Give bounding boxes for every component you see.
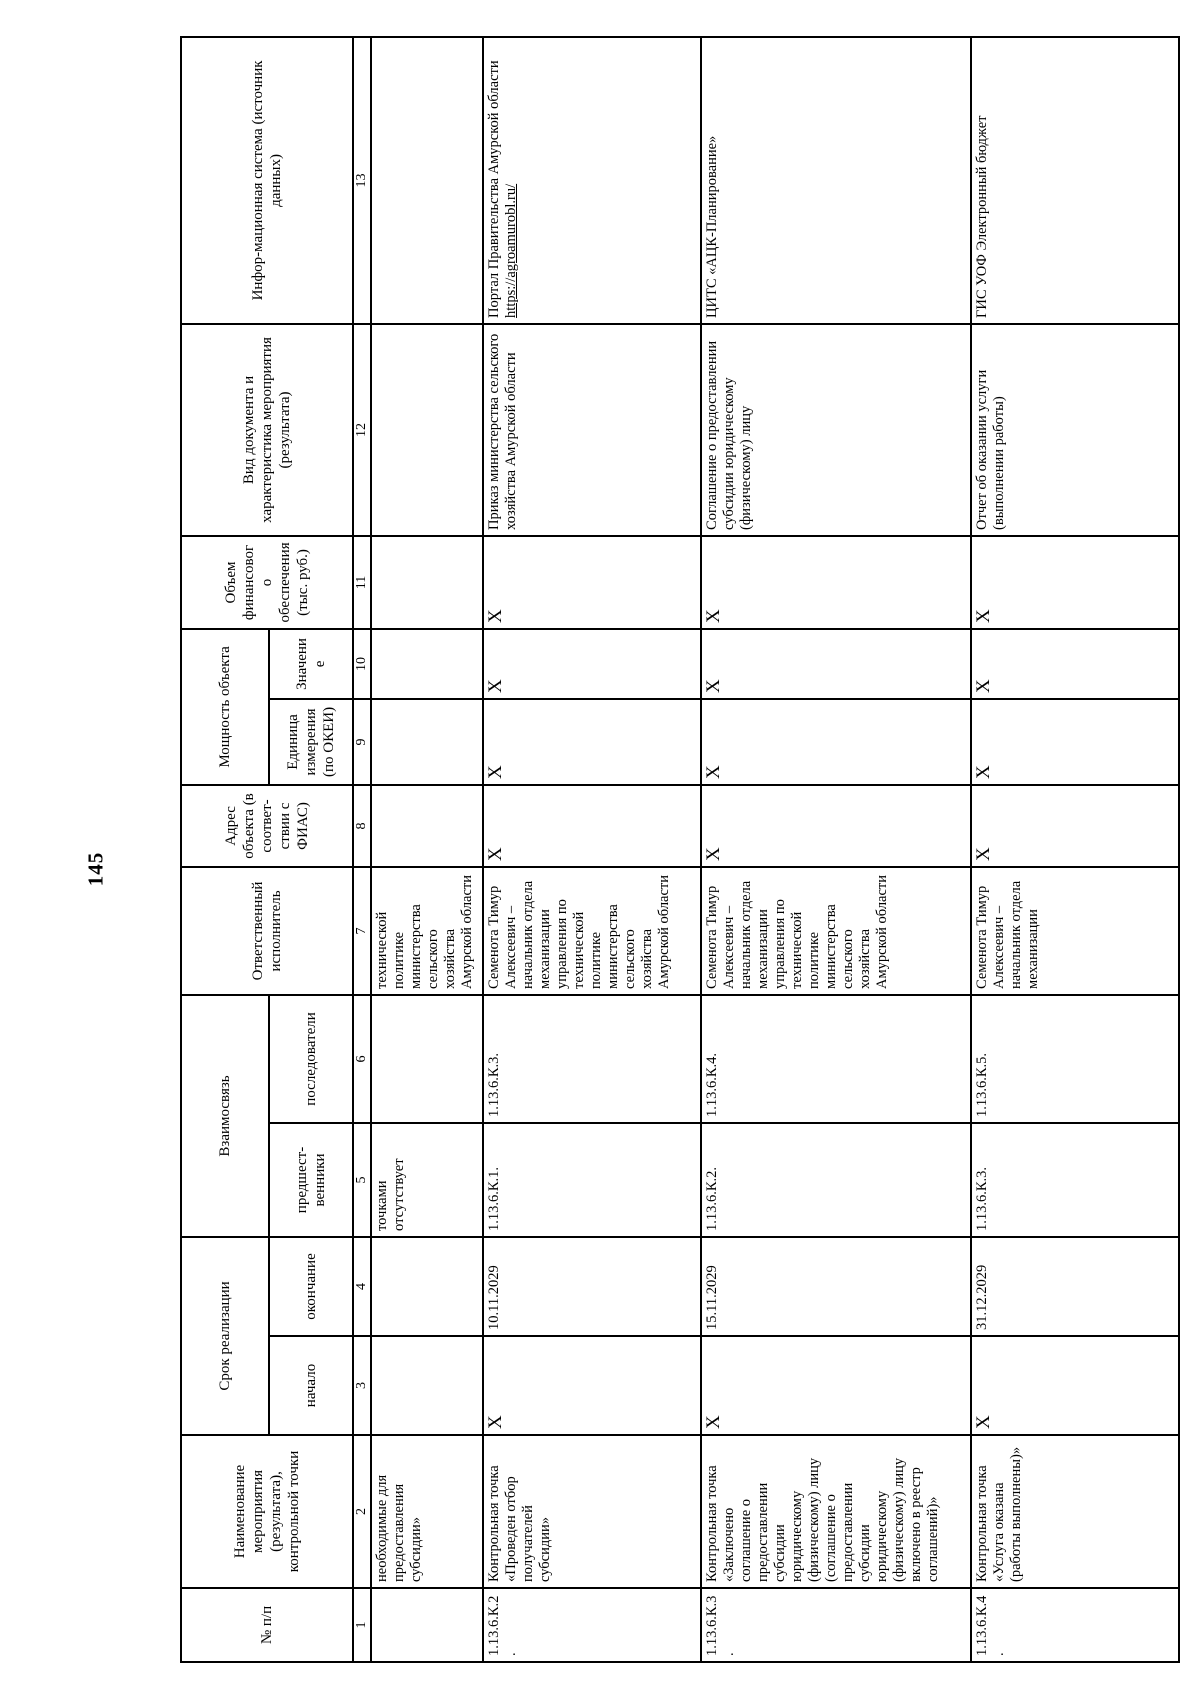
cell-system <box>483 37 701 324</box>
cell-finance: X <box>971 536 1179 629</box>
cell-address: X <box>971 785 1179 867</box>
column-number: 11 <box>353 536 371 629</box>
header-capacity-unit: Единица измерения (по ОКЕИ) <box>269 699 353 785</box>
cell-doc: Соглашение о предоставлении субсидии юридическому (физическому) лицу <box>701 324 971 536</box>
system-link[interactable]: https://agroamurobl.ru/ <box>503 183 519 318</box>
header-responsible: Ответственный исполнитель <box>181 867 353 995</box>
cell-responsible: Семенота Тимур Алексеевич – начальник отдела механизации управления по технической политике министерства сельского хозяйства Амурской области <box>701 867 971 995</box>
page-number-text: 145 <box>83 851 108 887</box>
cell-system: ЦИТС «АЦК-Планирование» <box>701 37 971 324</box>
cell-address: X <box>483 785 701 867</box>
cell-start: X <box>701 1336 971 1435</box>
cell-responsible: технической политике министерства сельского хозяйства Амурской области <box>371 867 483 995</box>
column-number: 1 <box>353 1588 371 1662</box>
cell-num: 1.13.6.К.2. <box>483 1588 701 1662</box>
cell-finance <box>371 536 483 629</box>
cell-next: 1.13.6.К.5. <box>971 995 1179 1123</box>
cell-next <box>371 995 483 1123</box>
header-period-start: начало <box>269 1336 353 1435</box>
cell-doc: Отчет об оказании услуги (выполнении работы) <box>971 324 1179 536</box>
cell-prev: точками отсутствует <box>371 1123 483 1237</box>
cell-value: X <box>701 629 971 699</box>
header-period-end: окончание <box>269 1237 353 1336</box>
column-number: 6 <box>353 995 371 1123</box>
cell-system <box>371 37 483 324</box>
rotated-table-wrapper <box>180 38 1180 1663</box>
header-capacity: Мощность объекта <box>181 629 269 785</box>
header-name: Наименование мероприятия (результата), контрольной точки <box>181 1435 353 1588</box>
rotated-table-content <box>180 38 1180 1663</box>
cell-doc <box>371 324 483 536</box>
header-num: № п/п <box>181 1588 353 1662</box>
cell-next: 1.13.6.К.3. <box>483 995 701 1123</box>
cell-end: 10.11.2029 <box>483 1237 701 1336</box>
cell-prev: 1.13.6.К.1. <box>483 1123 701 1237</box>
cell-responsible: Семенота Тимур Алексеевич – начальник отдела механизации управления по технической политике министерства сельского хозяйства Амурской области <box>483 867 701 995</box>
cell-num <box>371 1588 483 1662</box>
column-number: 3 <box>353 1336 371 1435</box>
header-address: Адрес объекта (в соответ-ствии с ФИАС) <box>181 785 353 867</box>
cell-start: X <box>971 1336 1179 1435</box>
column-number: 4 <box>353 1237 371 1336</box>
header-link-prev: предшест-венники <box>269 1123 353 1237</box>
cell-responsible: Семенота Тимур Алексеевич – начальник отдела механизации <box>971 867 1179 995</box>
cell-prev: 1.13.6.К.2. <box>701 1123 971 1237</box>
header-row-1 <box>181 37 269 1662</box>
cell-name: Контрольная точка «Услуга оказана (работы выполнены)» <box>971 1435 1179 1588</box>
column-number: 9 <box>353 699 371 785</box>
table-row <box>371 37 483 1662</box>
cell-finance: X <box>701 536 971 629</box>
header-capacity-value: Значение <box>269 629 353 699</box>
table-row <box>701 37 971 1662</box>
column-number: 8 <box>353 785 371 867</box>
cell-address <box>371 785 483 867</box>
cell-finance: X <box>483 536 701 629</box>
cell-doc: Приказ министерства сельского хозяйства Амурской области <box>483 324 701 536</box>
cell-unit: X <box>701 699 971 785</box>
header-system: Инфор-мационная система (источник данных) <box>181 37 353 324</box>
column-number: 2 <box>353 1435 371 1588</box>
cell-value: X <box>483 629 701 699</box>
column-number-row <box>353 37 371 1662</box>
header-link: Взаимосвязь <box>181 995 269 1237</box>
cell-value <box>371 629 483 699</box>
page-number <box>85 849 107 889</box>
header-period: Срок реализации <box>181 1237 269 1435</box>
column-number: 12 <box>353 324 371 536</box>
column-number: 5 <box>353 1123 371 1237</box>
cell-name: Контрольная точка «Проведен отбор получателей субсидии» <box>483 1435 701 1588</box>
cell-unit: X <box>483 699 701 785</box>
table-row <box>971 37 1179 1662</box>
cell-value: X <box>971 629 1179 699</box>
system-name: Портал Правительства Амурской области <box>486 60 502 318</box>
cell-next: 1.13.6.К.4. <box>701 995 971 1123</box>
cell-name: Контрольная точка «Заключено соглашение о предоставлении субсидии юридическому (физическому) лицу (соглашение о предоставлении субсидии юридическому (физическому) лицу включено в реестр соглашений)» <box>701 1435 971 1588</box>
cell-unit <box>371 699 483 785</box>
cell-system: ГИС УОФ Электронный бюджет <box>971 37 1179 324</box>
cell-unit: X <box>971 699 1179 785</box>
cell-end: 15.11.2029 <box>701 1237 971 1336</box>
table-row <box>483 37 701 1662</box>
cell-start: X <box>483 1336 701 1435</box>
cell-end: 31.12.2029 <box>971 1237 1179 1336</box>
control-points-table <box>180 36 1180 1663</box>
cell-end <box>371 1237 483 1336</box>
column-number: 10 <box>353 629 371 699</box>
cell-prev: 1.13.6.К.3. <box>971 1123 1179 1237</box>
header-link-next: последователи <box>269 995 353 1123</box>
column-number: 7 <box>353 867 371 995</box>
column-number: 13 <box>353 37 371 324</box>
cell-num: 1.13.6.К.4. <box>971 1588 1179 1662</box>
cell-name: необходимые для предоставления субсидии» <box>371 1435 483 1588</box>
cell-address: X <box>701 785 971 867</box>
header-doc: Вид документа и характеристика мероприятия (результата) <box>181 324 353 536</box>
cell-start <box>371 1336 483 1435</box>
cell-num: 1.13.6.К.3. <box>701 1588 971 1662</box>
header-finance: Объем финансового обеспечения (тыс. руб.) <box>181 536 353 629</box>
